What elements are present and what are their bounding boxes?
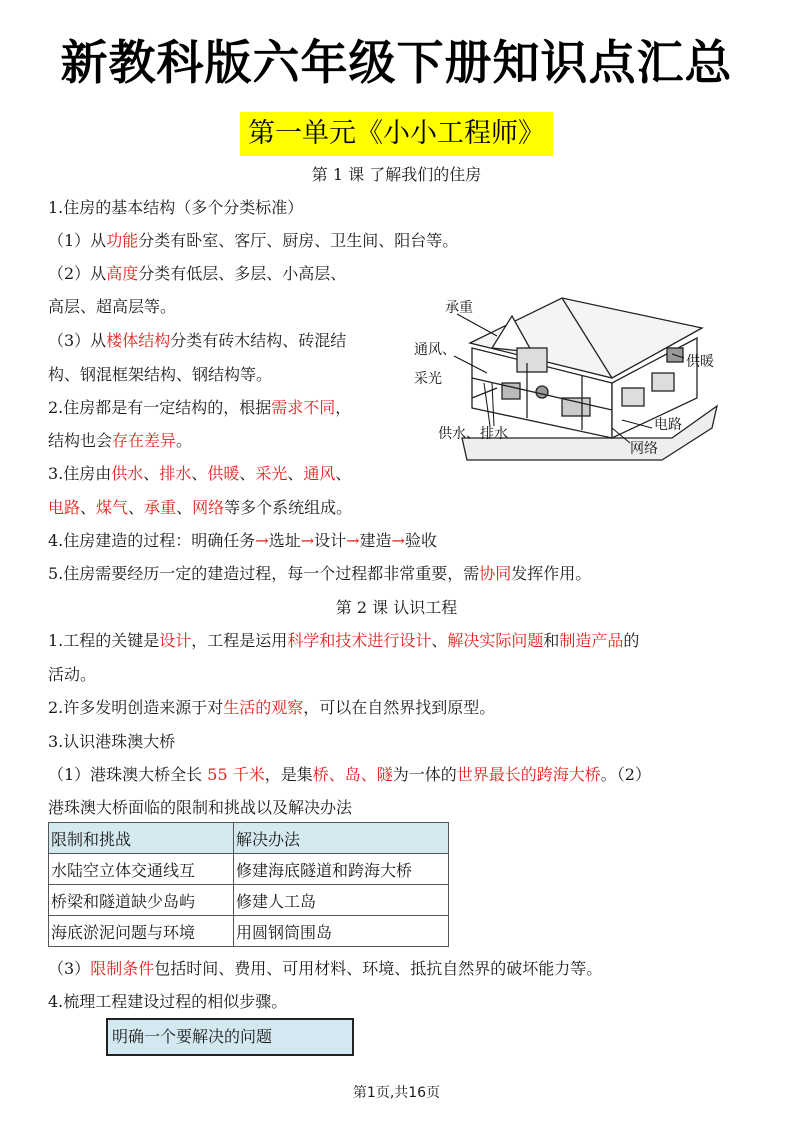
l1-p4: （3）从楼体结构分类有砖木结构、砖混结 (48, 331, 347, 350)
l2-p2: 2.许多发明创造来源于对生活的观察，可以在自然界找到原型。 (48, 698, 496, 717)
l2-p1: 1.工程的关键是设计，工程是运用科学和技术进行设计、解决实际问题和制造产品的 (48, 631, 640, 650)
page-number-footer: 第1页,共16页 (352, 1085, 441, 1101)
table-row (49, 854, 449, 885)
table-cell: 用圆钢筒围岛 (234, 916, 449, 947)
house-systems-illustration (412, 288, 732, 463)
bridge-limits-table (48, 822, 449, 947)
table-header-cell: 解决办法 (234, 823, 449, 854)
label-load-bearing: 承重 (445, 300, 473, 316)
l2-p5: （3）限制条件包括时间、费用、可用材料、环境、抵抗自然界的破坏能力等。 (48, 959, 603, 978)
document-title: 新教科版六年级下册知识点汇总 (60, 36, 733, 91)
table-cell: 海底淤泥问题与环境 (49, 916, 234, 947)
l1-p6b: 电路、煤气、承重、网络等多个系统组成。 (48, 498, 353, 517)
label-water: 供水、排水 (438, 426, 508, 442)
l1-p1: 1.住房的基本结构（多个分类标准） (48, 198, 304, 217)
label-circuit: 电路 (654, 417, 682, 433)
table-header-row (49, 823, 449, 854)
label-ventilation: 通风、 (414, 342, 456, 358)
label-network: 网络 (630, 441, 658, 457)
l1-p7: 4.住房建造的过程：明确任务→选址→设计→建造→验收 (48, 531, 437, 550)
l2-p1b: 活动。 (48, 665, 97, 684)
l1-p2: （1）从功能分类有卧室、客厅、厨房、卫生间、阳台等。 (48, 231, 459, 250)
l2-p4b: 港珠澳大桥面临的限制和挑战以及解决办法 (48, 798, 353, 817)
table-row (49, 885, 449, 916)
table-header-cell: 限制和挑战 (49, 823, 234, 854)
unit-heading: 第一单元《小小工程师》 (240, 112, 553, 156)
l2-p4: （1）港珠澳大桥全长 55 千米，是集桥、岛、隧为一体的世界最长的跨海大桥。（2） (48, 765, 651, 784)
unit-heading-wrap (0, 112, 793, 156)
table-cell: 水陆空立体交通线互 (49, 854, 234, 885)
l1-p5b: 结构也会存在差异。 (48, 431, 193, 450)
table-cell: 修建海底隧道和跨海大桥 (234, 854, 449, 885)
label-lighting: 采光 (414, 371, 442, 387)
lesson1-heading: 第 1 课 了解我们的住房 (311, 165, 482, 184)
l1-p8: 5.住房需要经历一定的建造过程，每一个过程都非常重要，需协同发挥作用。 (48, 564, 592, 583)
l1-p3b: 高层、超高层等。 (48, 297, 177, 316)
l1-p4b: 构、钢混框架结构、钢结构等。 (48, 365, 273, 384)
step-box-1: 明确一个要解决的问题 (106, 1018, 354, 1056)
l1-p3: （2）从高度分类有低层、多层、小高层、 (48, 264, 347, 283)
table-row (49, 916, 449, 947)
lesson2-heading: 第 2 课 认识工程 (335, 598, 458, 617)
l1-p5: 2.住房都是有一定结构的，根据需求不同， (48, 398, 352, 417)
l2-p6: 4.梳理工程建设过程的相似步骤。 (48, 992, 288, 1011)
label-heating: 供暖 (686, 354, 714, 370)
l1-p6: 3.住房由供水、排水、供暖、采光、通风、 (48, 464, 352, 483)
table-cell: 桥梁和隧道缺少岛屿 (49, 885, 234, 916)
table-cell: 修建人工岛 (234, 885, 449, 916)
l2-p3: 3.认识港珠澳大桥 (48, 732, 176, 751)
